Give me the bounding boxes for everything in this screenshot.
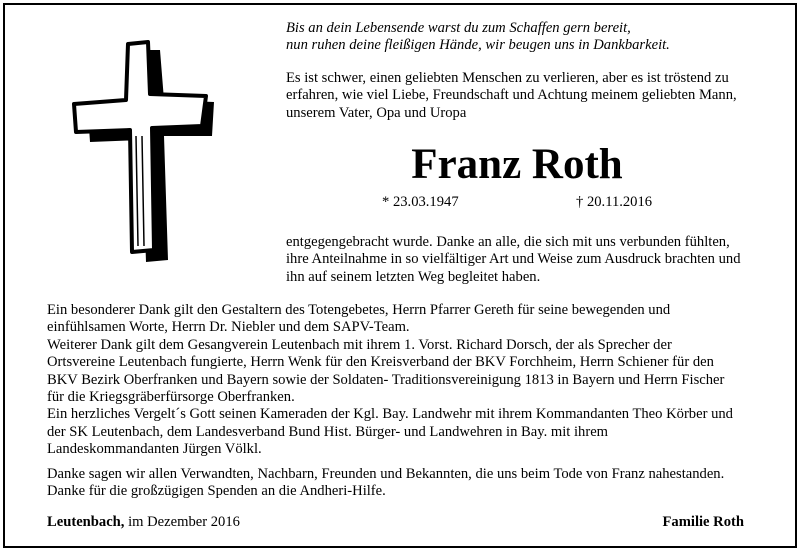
verse-line: Bis an dein Lebensende warst du zum Schaffen gern bereit, [286, 20, 631, 36]
verse [286, 20, 786, 55]
date: im Dezember 2016 [124, 514, 240, 530]
intro-line: Es ist schwer, einen geliebten Menschen zu verlieren, aber es ist tröstend zu [286, 70, 729, 86]
death-date: † 20.11.2016 [576, 194, 653, 210]
verse-line: nun ruhen deine fleißigen Hände, wir beugen uns in Dankbarkeit. [286, 37, 670, 54]
birth-date: * 23.03.1947 [382, 194, 459, 210]
place: Leutenbach, [47, 514, 125, 530]
body-line: für die Kriegsgräberfürsorge Oberfranken. [47, 389, 295, 406]
intro-line: erfahren, wie viel Liebe, Freundschaft und Achtung meinem geliebten Mann, [286, 87, 737, 104]
place-date [47, 514, 240, 531]
body-line: Landeskommandanten Jürgen Völkl. [47, 441, 262, 458]
body-line: Ortsvereine Leutenbach fungierte, Herrn Wenk für den Kreisverband der BKV Forchheim, Herrn Schiener für den [47, 354, 714, 371]
body-line: BKV Bezirk Oberfranken und Bayern sowie der Soldaten- Traditionsvereinigung 1813 in Bayern und Herrn Fischer [47, 371, 725, 388]
deceased-name: Franz Roth [411, 141, 623, 188]
intro-paragraph [286, 70, 786, 122]
thanks-line: entgegengebracht wurde. Danke an alle, die sich mit uns verbunden fühlten, [286, 234, 730, 250]
thanks-line: ihn auf seinem letzten Weg begleitet haben. [286, 268, 541, 285]
body-line: Ein herzliches Vergelt´s Gott seinen Kameraden der Kgl. Bay. Landwehr mit ihrem Kommandanten Theo Körber und [47, 406, 733, 423]
intro-line: unserem Vater, Opa und Uropa [286, 104, 467, 121]
thanks-paragraph [286, 234, 786, 286]
closing-paragraph [47, 466, 777, 501]
body-line: der SK Leutenbach, dem Landesverband Bund Hist. Bürger- und Landwehren in Bay. mit ihrem [47, 423, 609, 440]
cross-icon [52, 40, 222, 262]
body-line: einfühlsamen Worte, Herrn Dr. Niebler und dem SAPV-Team. [47, 319, 410, 336]
closing-line: Danke für die großzügigen Spenden an die Andheri-Hilfe. [47, 483, 386, 500]
family-signature: Familie Roth [662, 514, 744, 530]
closing-line: Danke sagen wir allen Verwandten, Nachbarn, Freunden und Bekannten, die uns beim Tode von Franz nahestanden. [47, 466, 725, 482]
thanks-line: ihre Anteilnahme in so vielfältiger Art und Weise zum Ausdruck brachten und [286, 251, 741, 268]
body-line: Ein besonderer Dank gilt den Gestaltern des Totengebetes, Herrn Pfarrer Gereth für seine bewegenden und [47, 302, 671, 318]
body-line: Weiterer Dank gilt dem Gesangverein Leutenbach mit ihrem 1. Vorst. Richard Dorsch, der als Sprecher der [47, 336, 672, 353]
acknowledgements [47, 302, 777, 459]
